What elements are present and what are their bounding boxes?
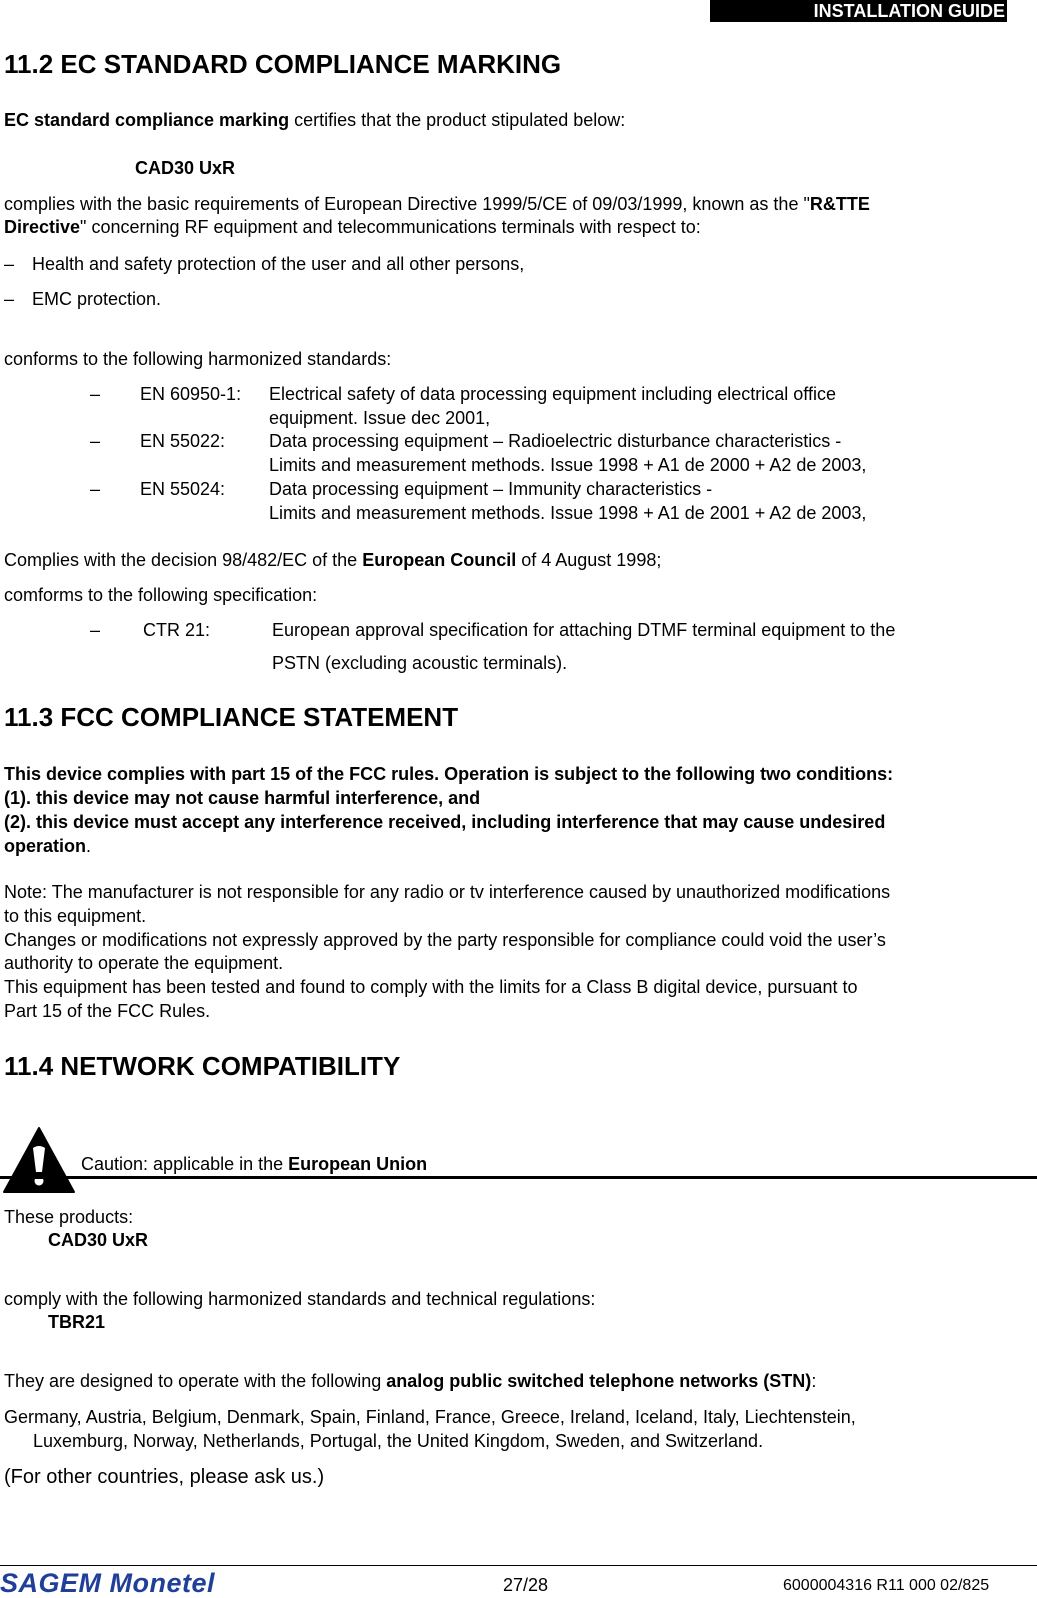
fcc-note-2: to this equipment. — [4, 906, 147, 926]
decision-line: Complies with the decision 98/482/EC of the European Council of 4 August 1998; — [4, 550, 662, 570]
regulation-name: TBR21 — [48, 1312, 106, 1332]
fcc-note-3: Changes or modifications not expressly approved by the party responsible for compliance could void the user’s — [4, 930, 886, 950]
footer-rule — [0, 1565, 1037, 1566]
ec-product: CAD30 UxR — [135, 158, 236, 178]
ec-complies-line1: complies with the basic requirements of European Directive 1999/5/CE of 09/03/1999, known as the "R&TTE — [4, 194, 870, 214]
header-title: INSTALLATION GUIDE — [813, 1, 1005, 21]
conforms-intro: conforms to the following harmonized standards: — [4, 349, 392, 369]
std-desc-2b: Limits and measurement methods. Issue 1998 + A1 de 2000 + A2 de 2003, — [269, 455, 867, 475]
std-desc-3a: Data processing equipment – Immunity characteristics - — [269, 479, 713, 499]
bullet-emc: – EMC protection. — [4, 289, 162, 309]
std-dash-3: – — [90, 479, 101, 499]
caution-text: Caution: applicable in the European Union — [81, 1154, 428, 1174]
designed-line: They are designed to operate with the following analog public switched telephone networks (STN): — [4, 1371, 817, 1391]
fcc-bold-1: This device complies with part 15 of the FCC rules. Operation is subject to the following two conditions: — [4, 764, 894, 784]
warning-triangle-icon — [2, 1126, 76, 1194]
heading-11-3: 11.3 FCC COMPLIANCE STATEMENT — [4, 702, 459, 732]
spec-desc-1: European approval specification for attaching DTMF terminal equipment to the — [272, 620, 896, 640]
fcc-note-1: Note: The manufacturer is not responsible for any radio or tv interference caused by unauthorized modifications — [4, 882, 891, 902]
products-name: CAD30 UxR — [48, 1230, 149, 1250]
std-desc-3b: Limits and measurement methods. Issue 1998 + A1 de 2001 + A2 de 2003, — [269, 503, 867, 523]
document-reference: 6000004316 R11 000 02/825 — [783, 1577, 990, 1594]
std-code-1: EN 60950-1: — [140, 384, 242, 404]
caution-rule — [0, 1176, 1037, 1179]
std-desc-2a: Data processing equipment – Radioelectric disturbance characteristics - — [269, 431, 842, 451]
heading-11-4: 11.4 NETWORK COMPATIBILITY — [4, 1051, 401, 1081]
spec-dash: – — [90, 620, 101, 640]
spec-desc-2: PSTN (excluding acoustic terminals). — [272, 653, 568, 673]
std-dash-2: – — [90, 431, 101, 451]
fcc-bold-4: operation. — [4, 836, 92, 856]
other-countries: (For other countries, please ask us.) — [4, 1466, 325, 1488]
fcc-bold-3: (2). this device must accept any interference received, including interference that may cause undesired — [4, 812, 886, 832]
countries-line2: Luxemburg, Norway, Netherlands, Portugal, the United Kingdom, Sweden, and Switzerland. — [33, 1431, 764, 1451]
ec-complies-line2: Directive" concerning RF equipment and telecommunications terminals with respect to: — [4, 217, 701, 237]
std-desc-1a: Electrical safety of data processing equipment including electrical office — [269, 384, 836, 404]
spec-code: CTR 21: — [143, 620, 211, 640]
products-intro: These products: — [4, 1207, 134, 1227]
comply-intro: comply with the following harmonized standards and technical regulations: — [4, 1289, 596, 1309]
fcc-note-5: This equipment has been tested and found to comply with the limits for a Class B digital device, pursuant to — [4, 977, 858, 997]
fcc-note-4: authority to operate the equipment. — [4, 953, 284, 973]
page-number: 27/28 — [503, 1575, 549, 1595]
std-desc-1b: equipment. Issue dec 2001, — [269, 408, 491, 428]
std-dash-1: – — [90, 384, 101, 404]
fcc-note-6: Part 15 of the FCC Rules. — [4, 1001, 211, 1021]
fcc-bold-2: (1). this device may not cause harmful interference, and — [4, 788, 481, 808]
bullet-health: – Health and safety protection of the user and all other persons, — [4, 254, 525, 274]
header-bar — [710, 0, 1007, 22]
std-code-3: EN 55024: — [140, 479, 226, 499]
ec-intro: EC standard compliance marking certifies that the product stipulated below: — [4, 110, 626, 130]
countries-line1: Germany, Austria, Belgium, Denmark, Spain, Finland, France, Greece, Ireland, Iceland, Italy, Liechtenstein, — [4, 1407, 856, 1427]
sagem-monetel-logo: SAGEM Monetel — [0, 1568, 216, 1598]
heading-11-2: 11.2 EC STANDARD COMPLIANCE MARKING — [4, 49, 562, 79]
std-code-2: EN 55022: — [140, 431, 226, 451]
spec-intro: comforms to the following specification: — [4, 585, 318, 605]
